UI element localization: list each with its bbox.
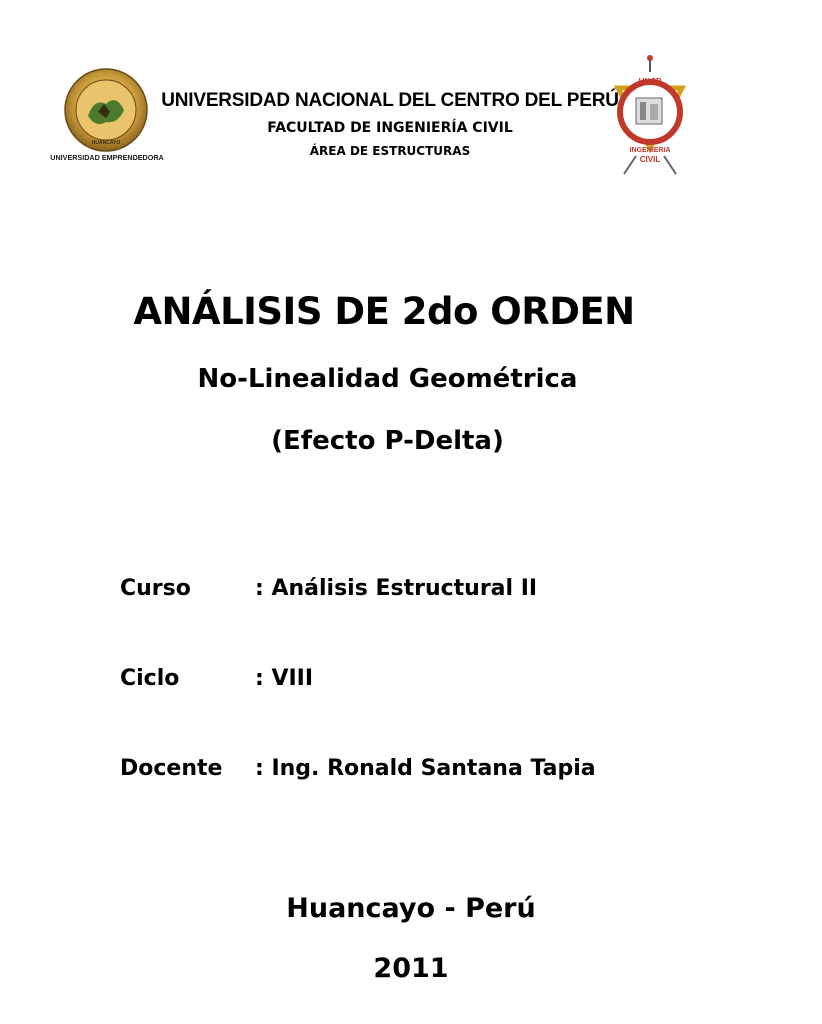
document-header: [0, 0, 768, 200]
emblem-ring-text: INGENIERIA: [629, 147, 671, 154]
university-name: UNIVERSIDAD NACIONAL DEL CENTRO DEL PERÚ: [161, 90, 619, 111]
info-value: : VIII: [255, 666, 314, 691]
emblem-bottom-text: CIVIL: [639, 155, 661, 164]
document-title: ANÁLISIS DE 2do ORDEN: [133, 290, 635, 333]
info-row-course: [120, 576, 720, 616]
info-value: : Análisis Estructural II: [255, 576, 538, 601]
engineering-faculty-emblem-icon: [606, 52, 694, 178]
document-year: 2011: [373, 953, 449, 984]
seal-banner-text: UNIVERSIDAD EMPRENDEDORA: [50, 153, 164, 162]
department-area: ÁREA DE ESTRUCTURAS: [309, 144, 471, 158]
info-label: Curso: [120, 576, 191, 601]
faculty-name: FACULTAD DE INGENIERÍA CIVIL: [267, 120, 513, 136]
info-row-teacher: [120, 756, 720, 796]
document-subtitle: No-Linealidad Geométrica: [197, 364, 578, 394]
university-seal-icon: [50, 68, 164, 168]
info-label: Ciclo: [120, 666, 180, 691]
document-city: Huancayo - Perú: [286, 893, 536, 924]
info-row-cycle: [120, 666, 720, 706]
document-subtitle-effect: (Efecto P-Delta): [271, 426, 504, 456]
info-value: : Ing. Ronald Santana Tapia: [255, 756, 596, 781]
seal-city-text: HUANCAYO: [91, 140, 121, 146]
info-label: Docente: [120, 756, 223, 781]
emblem-top-text: UNCP: [638, 77, 662, 86]
